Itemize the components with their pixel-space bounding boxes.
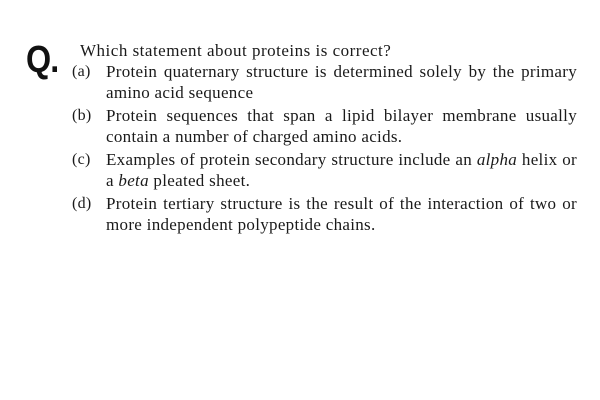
option-letter: (d) <box>72 195 92 212</box>
option-d <box>72 193 577 235</box>
option-letter: (c) <box>72 151 91 168</box>
question-block <box>72 40 577 237</box>
option-text: Protein sequences that span a lipid bilayer membrane usually contain a number of charged amino acids. <box>106 106 577 146</box>
option-text: Protein quaternary structure is determined solely by the primary amino acid sequence <box>106 62 577 102</box>
italic-term: alpha <box>476 150 518 169</box>
option-b <box>72 105 577 147</box>
option-c <box>72 149 577 191</box>
question-stem: Which statement about proteins is correct? <box>80 41 392 60</box>
answer-options <box>72 61 577 235</box>
option-text: Examples of protein secondary structure include an alpha helix or a beta pleated sheet. <box>106 150 577 190</box>
option-a <box>72 61 577 103</box>
italic-term: beta <box>118 171 149 190</box>
question-mark-label: Q. <box>26 39 59 81</box>
option-letter: (a) <box>72 63 91 80</box>
option-text: Protein tertiary structure is the result of the interaction of two or more independent polypeptide chains. <box>106 194 577 234</box>
option-letter: (b) <box>72 107 92 124</box>
